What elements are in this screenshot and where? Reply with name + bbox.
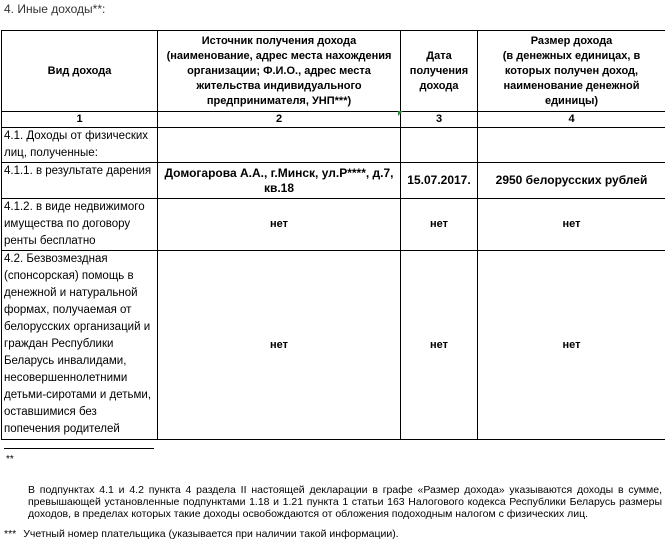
header-income-amount: Размер дохода (в денежных единицах, в которых получен доход, наименование денежной единицы)	[478, 31, 665, 112]
table-row	[2, 251, 665, 440]
header-income-type: Вид дохода	[2, 31, 158, 112]
table-header-row	[2, 31, 665, 112]
table-row	[2, 199, 665, 251]
section-heading: 4. Иные доходы**:	[4, 2, 106, 16]
income-type-cell: 4.1.1. в результате дарения	[2, 163, 158, 199]
income-source-cell: нет	[158, 199, 401, 251]
income-source-cell: Домогарова А.А., г.Минск, ул.Р****, д.7, кв.18	[158, 163, 401, 199]
income-amount-cell: нет	[478, 199, 665, 251]
income-amount-cell: 2950 белорусских рублей	[478, 163, 665, 199]
column-number-row	[2, 112, 665, 128]
income-type-cell: 4.1.2. в виде недвижимого имущества по договору ренты бесплатно	[2, 199, 158, 251]
header-income-date: Дата получения дохода	[401, 31, 478, 112]
table-row	[2, 163, 665, 199]
cell-marker-icon	[398, 111, 403, 116]
income-date-cell: нет	[401, 199, 478, 251]
column-number: 2	[158, 112, 401, 128]
footnote-mark: ***	[4, 528, 17, 540]
income-amount-cell: нет	[478, 251, 665, 440]
income-type-cell: 4.1. Доходы от физических лиц, полученные:	[2, 128, 158, 163]
footnote-mark: **	[6, 454, 14, 465]
income-source-cell	[158, 128, 401, 163]
income-amount-cell	[478, 128, 665, 163]
footnote-unp	[4, 528, 399, 540]
other-income-table	[1, 30, 665, 440]
column-number: 1	[2, 112, 158, 128]
footnote-divider	[4, 448, 154, 449]
table-row	[2, 128, 665, 163]
column-number: 4	[478, 112, 665, 128]
income-date-cell: нет	[401, 251, 478, 440]
income-date-cell	[401, 128, 478, 163]
income-source-cell: нет	[158, 251, 401, 440]
footnote-text: Учетный номер плательщика (указывается при наличии такой информации).	[23, 528, 399, 540]
income-date-cell: 15.07.2017.	[401, 163, 478, 199]
income-type-cell: 4.2. Безвозмездная (спонсорская) помощь в денежной и натуральной формах, получаемая от белорусских организаций и граждан Республики Беларусь инвалидами, несовершеннолетними детьми-сиротами и детьми, оставшимися без попечения родителей	[2, 251, 158, 440]
column-number: 3	[401, 112, 478, 128]
footnote-text: В подпунктах 4.1 и 4.2 пункта 4 раздела II настоящей декларации в графе «Размер дохода» указываются доходы в сумме, превышающей установленные подпунктами 1.18 и 1.21 пункта 1 статьи 163 Налогового кодекса Республики Беларусь размеры доходов, в пределах которых такие доходы освобождаются от обложения подоходным налогом с физических лиц.	[28, 484, 662, 520]
header-income-source: Источник получения дохода (наименование, адрес места нахождения организации; Ф.И.О., адрес места жительства индивидуального предпринимателя, УНП***)	[158, 31, 401, 112]
